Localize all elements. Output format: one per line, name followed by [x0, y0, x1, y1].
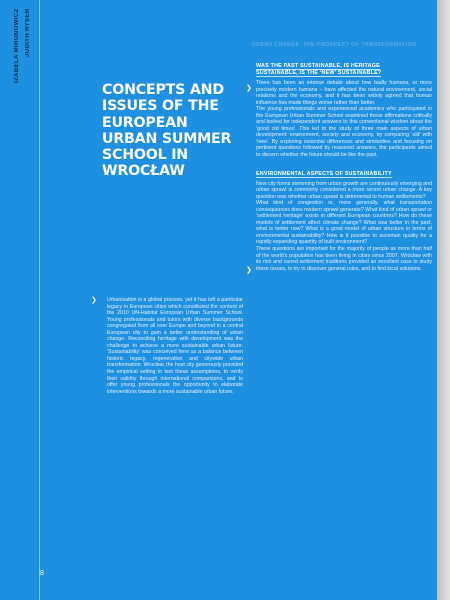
intro-column: [103, 297, 243, 395]
chevron-right-icon: ❯: [246, 85, 252, 92]
margin-rule: [39, 0, 40, 600]
author-1: IZABELA MIRONOWICZ: [14, 8, 20, 83]
page-edge-shadow: [437, 0, 450, 600]
section1-paragraph-1: There has been an intense debate about how badly humans, or more precisely modern humans – have affected the natural environment, social relations and the economy, and it has been widely agreed that human influence has made things worse rather than better.: [256, 80, 432, 106]
section-heading-environmental: ENVIRONMENTAL ASPECTS OF SUSTAINABILITY: [256, 170, 392, 177]
author-names: [14, 8, 38, 118]
section-heading-sustainability: WAS THE PAST SUSTAINABLE, IS HERITAGE SUSTAINABLE, IS THE ‘NEW’ SUSTAINABLE?: [256, 63, 382, 76]
running-header: URBAN CHANGE: THE PROSPECT OF TRANSFORMATION: [252, 42, 417, 48]
section2-paragraph-1: New city forms stemming from urban growth are continuously emerging and urban sprawl is commonly considered a more recent urban change. A key question was whether urban sprawl is detrimental to human settlements?: [256, 180, 432, 200]
right-column: [252, 63, 432, 272]
chevron-right-icon: ❯: [246, 267, 252, 274]
intro-paragraph: Urbanisation is a global process, yet it has left a particular legacy in European cities which constituted the content of the 2010 UN-Habitat European Urban Summer School. Young professionals and tutors with diverse backgrounds congregated from all over Europe and beyond in a central European city to gain a better understanding of urban change. Reconciling heritage with development was the challenge to achieve a more sustainable urban future. ‘Sustainability’ was conceived here as a balance between historic legacy, regeneration and citywide urban transformation. Wrocław, the host city generously provided the empirical setting to test these assumptions, to verify their validity through international comparisons, and to offer young professionals the opportunity to elaborate interventions towards a more sustainable urban future.: [107, 297, 243, 395]
page-number: 8: [40, 570, 44, 577]
chevron-right-icon: ❯: [91, 297, 97, 304]
section1-paragraph-2: The young professionals and experienced academics who participated in the European Urban Summer School examined these affirmations critically and looked for independent answers to this conventional wisdom about the ‘good old times’. This led to the study of three main aspects of urban development: environment, society and economy, by comparing ‘old’ with ‘new’. By exploring essential differences and similarities and focusing on pertinent questions followed by reasoned answers, the participants aimed to discern whether the future should be like the past.: [256, 106, 432, 159]
author-2: JUDITH RYSER: [25, 8, 31, 57]
section2-paragraph-3: These questions are important for the majority of people as more than half of the world’s population has been living in cities since 2007. Wrocław with its rich and varied settlement traditions provided an excellent case to study these issues, to try to discover general rules, and to find local solutions.: [256, 246, 432, 272]
section2-paragraph-2: What kind of congestion or, more generally, what transportation consequences does modern sprawl generate? What kind of urban sprawl or ‘settlement heritage’ exists in different European countries? How do these models of settlement affect climate change? What was better in the past, what is better now? What is a good model of urban structure in terms of environmental sustainability? How is it possible to ascertain quality for a rapidly expanding quantity of built environment?: [256, 200, 432, 246]
chapter-title: CONCEPTS AND ISSUES OF THE EUROPEAN URBAN SUMMER SCHOOL IN WROCŁAW: [102, 82, 232, 180]
